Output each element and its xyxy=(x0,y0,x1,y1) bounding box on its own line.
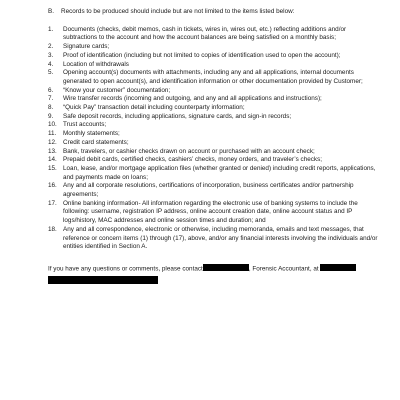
list-item-number: 7. xyxy=(48,95,54,103)
list-item xyxy=(48,121,380,130)
list-item-number: 3. xyxy=(48,51,54,59)
list-item-text: Safe deposit records, including applications, signature cards, and sign-in records; xyxy=(63,112,292,120)
list-item-text: Opening account(s) documents with attachments, including any and all applications, internal documents generated to open account(s), and identification information or other documentation provided by Customer; xyxy=(63,69,363,85)
list-item xyxy=(48,200,380,226)
list-item xyxy=(48,182,380,199)
list-item-text: Signature cards; xyxy=(63,43,110,51)
list-item-text: Loan, lease, and/or mortgage application files (whether granted or denied) including credit reports, applications, and payments made on loans; xyxy=(63,164,376,181)
list-item-number: 2. xyxy=(48,43,54,51)
list-item xyxy=(48,226,380,252)
list-item-text: Trust accounts; xyxy=(63,121,107,129)
list-item-text: Location of withdrawals xyxy=(63,60,129,68)
list-item-number: 6. xyxy=(48,86,54,94)
list-item-text: Prepaid debit cards, certified checks, cashiers’ checks, money orders, and traveler’s checks; xyxy=(63,156,323,164)
list-item-text: Credit card statements; xyxy=(63,138,129,146)
list-item xyxy=(48,156,380,165)
closing-text-start: If you have any questions or comments, please contact xyxy=(48,265,203,273)
list-item xyxy=(48,69,380,86)
list-item-number: 13. xyxy=(48,147,57,155)
list-item-number: 5. xyxy=(48,69,54,77)
list-item-text: Wire transfer records (incoming and outgoing, and any and all applications and instructions); xyxy=(63,95,322,103)
list-item xyxy=(48,95,380,104)
closing-paragraph xyxy=(48,264,358,286)
list-item-text: Any and all corporate resolutions, certifications of incorporation, business certificates and/or partnership agreements; xyxy=(63,182,354,199)
section-heading-text: Records to be produced should include but are not limited to the items listed below: xyxy=(61,8,295,15)
list-item xyxy=(48,87,380,96)
list-item-number: 15. xyxy=(48,164,57,172)
list-item-number: 8. xyxy=(48,104,54,112)
list-item xyxy=(48,113,380,122)
redaction-bar xyxy=(48,276,158,284)
list-item xyxy=(48,26,380,43)
list-item-number: 12. xyxy=(48,138,57,146)
list-item-number: 18. xyxy=(48,225,57,233)
section-marker: B. xyxy=(48,8,54,15)
list-item xyxy=(48,139,380,148)
list-item xyxy=(48,148,380,157)
list-item xyxy=(48,104,380,113)
redaction-bar xyxy=(320,264,356,272)
list-item-text: Any and all correspondence, electronic or otherwise, including memoranda, emails and text messages, that reference or concern items (1) through (17), above, and/or any financial interests involving the individuals and/or entities identified in Section A. xyxy=(63,225,378,251)
redaction-bar xyxy=(203,264,249,272)
list-item-text: Monthly statements; xyxy=(63,130,120,138)
list-item xyxy=(48,52,380,61)
list-item-number: 9. xyxy=(48,112,54,120)
list-item-text: “Quick Pay” transaction detail including counterparty information; xyxy=(63,104,245,112)
list-item xyxy=(48,43,380,52)
list-item-number: 14. xyxy=(48,156,57,164)
list-item-text: Bank, travelers, or cashier checks drawn on account or purchased with an account check; xyxy=(63,147,315,155)
list-item-number: 11. xyxy=(48,130,57,138)
list-item-text: Online banking information- All information regarding the electronic use of banking systems to include the following: username, registration IP address, online account creation date, online account status and IP logs/history, MAC addresses and online session times and duration; and xyxy=(63,199,358,225)
list-item xyxy=(48,165,380,182)
list-item-text: “Know your customer” documentation; xyxy=(63,86,171,94)
list-item-text: Proof of identification (including but not limited to copies of identification used to open the account); xyxy=(63,51,341,59)
list-item-number: 1. xyxy=(48,25,54,33)
list-item xyxy=(48,61,380,70)
list-item-number: 10. xyxy=(48,121,57,129)
section-heading xyxy=(48,8,380,17)
list-item xyxy=(48,130,380,139)
list-item-number: 4. xyxy=(48,60,54,68)
list-item-text: Documents (checks, debit memos, cash in tickets, wires in, wires out, etc.) reflecting additions and/or subtractions to the account and how the account balances are being satisfied on a monthly basis; xyxy=(63,25,347,42)
list-item-number: 16. xyxy=(48,182,57,190)
closing-text-middle: , Forensic Accountant, at xyxy=(248,265,319,273)
records-list xyxy=(48,26,380,252)
list-item-number: 17. xyxy=(48,199,57,207)
